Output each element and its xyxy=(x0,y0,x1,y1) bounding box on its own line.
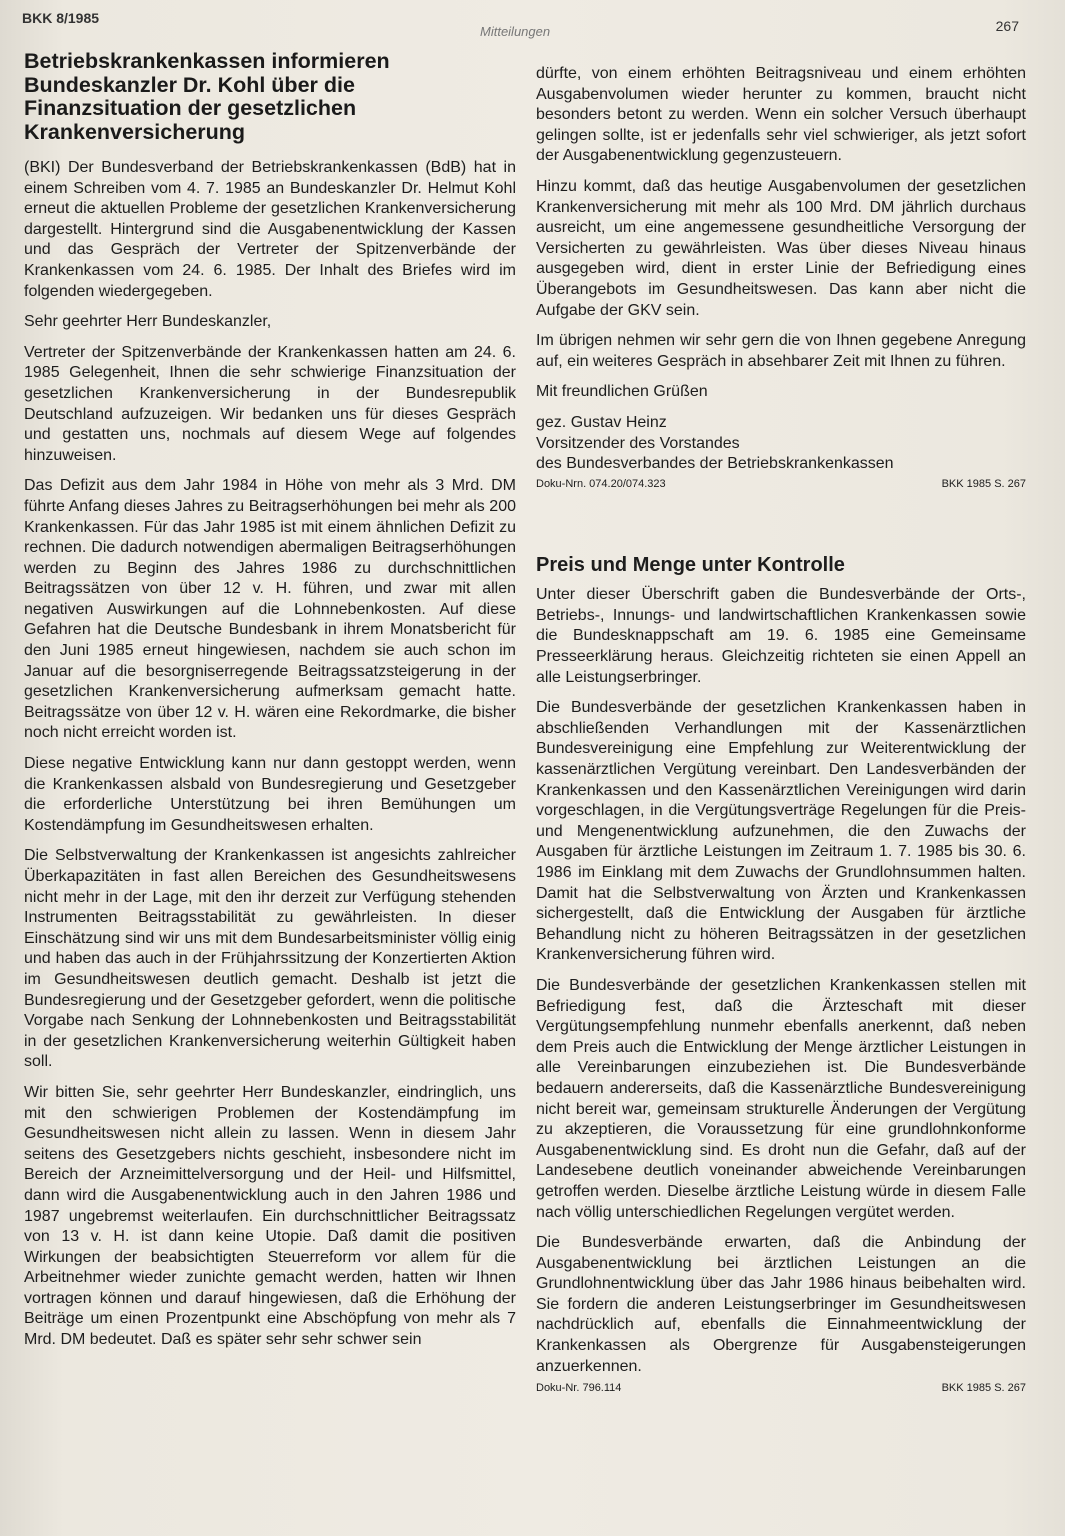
letter-salutation: Sehr geehrter Herr Bundeskanzler, xyxy=(24,313,272,331)
letter-paragraph: Diese negative Entwicklung kann nur dann gestoppt werden, wenn die Krankenkassen alsbald von Bundesregierung und Gesetzgeber die erforderliche Unterstützung bei ihren Bemühungen um Kostendämpfung im Gesundheitswesen erhalten. xyxy=(24,755,516,834)
article2-paragraph: Unter dieser Überschrift gaben die Bundesverbände der Orts-, Betriebs-, Innungs- und landwirtschaftlichen Krankenkassen sowie die Bundesknappschaft am 19. 6. 1985 eine Gemeinsame Presseerklärung heraus. Gleichzeitig richteten sie einen Appell an alle Leistungserbringer. xyxy=(536,586,1026,686)
section-title: Mitteilungen xyxy=(480,24,551,39)
article1-reference xyxy=(536,477,1026,491)
letter-paragraph: Hinzu kommt, daß das heutige Ausgabenvolumen der gesetzlichen Krankenversicherung mit mehr als 100 Mrd. DM jährlich durchaus ausreicht, um eine angemessene gesundheitliche Versorgung der Versicherten zu gewährleisten. Was über dieses Niveau hinaus ausgegeben wird, dient in erster Linie der Befriedigung eines Überangebots im Gesundheitswesen. Das kann aber nicht die Aufgabe der GKV sein. xyxy=(536,177,1026,319)
signature-line: gez. Gustav Heinz xyxy=(536,413,667,431)
article2-title: Preis und Menge unter Kontrolle xyxy=(536,553,845,576)
page-number: 267 xyxy=(995,18,1019,34)
signature-block xyxy=(536,413,1026,475)
article2-reference xyxy=(536,1381,1026,1395)
letter-paragraph: Die Selbstverwaltung der Krankenkassen ist angesichts zahlreicher Überkapazitäten in fast allen Bereichen des Gesundheitswesens nicht mehr in der Lage, mit den ihr derzeit zur Verfügung stehenden Instrumenten Beitragsstabilität zu gewährleisten. In dieser Einschätzung sind wir uns mit dem Bundesarbeitsminister völlig einig und haben das auch in der Frühjahrssitzung der Konzertierten Aktion im Gesundheitswesen deutlich gemacht. Deshalb ist jetzt die Bundesregierung und der Gesetzgeber gefordert, wenn die politische Vorgabe nach Senkung der Lohnnebenkosten und Beitragsstabilität in der gesetzlichen Krankenversicherung weiterhin Gültigkeit haben soll. xyxy=(24,847,516,1071)
left-column xyxy=(24,50,516,1361)
right-column xyxy=(536,64,1026,1395)
letter-paragraph: Vertreter der Spitzenverbände der Krankenkassen hatten am 24. 6. 1985 Gelegenheit, Ihnen die sehr schwierige Finanzsituation der gesetzlichen Krankenversicherung in der Bundesrepublik Deutschland aufzuzeigen. Wir bedanken uns für dieses Gespräch und gestatten uns, nochmals auf diesem Wege auf folgendes hinzuweisen. xyxy=(24,343,516,464)
journal-issue: BKK 8/1985 xyxy=(22,10,100,26)
letter-paragraph: dürfte, von einem erhöhten Beitragsniveau und einem erhöhten Ausgabenvolumen wieder herunter zu kommen, braucht nicht besonders betont zu werden. Wenn ein solcher Versuch überhaupt gelingen sollte, ist er jedenfalls sehr viel schwieriger, als jetzt sofort der Ausgabenentwicklung gegenzusteuern. xyxy=(536,65,1026,165)
doku-number: Doku-Nrn. 074.20/074.323 xyxy=(536,477,666,490)
letter-closing: Mit freundlichen Grüßen xyxy=(536,383,708,401)
signature-line: des Bundesverbandes der Betriebskrankenkassen xyxy=(536,455,894,473)
letter-paragraph: Das Defizit aus dem Jahr 1984 in Höhe von mehr als 3 Mrd. DM führte Anfang dieses Jahres zu Beitragserhöhungen bei mehr als 200 Krankenkassen. Für das Jahr 1985 ist mit einem ähnlichen Defizit zu rechnen. Die dadurch notwendigen abermaligen Beitragserhöhungen werden zu Beginn des Jahres 1986 zu durchschnittlichen Beitragssätzen von über 12 v. H. führen, und zwar mit allen negativen Auswirkungen auf die Lohnnebenkosten. Auf diese Gefahren hat die Deutsche Bundesbank in ihrem Monatsbericht für den Juni 1985 erneut hingewiesen, nachdem sie auch schon im Januar auf die besorgniserregende Beitragssatzsteigerung in der gesetzlichen Krankenversicherung aufmerksam gemacht hatte. Beitragssätze von über 12 v. H. wären eine Rekordmarke, die bisher noch nicht erreicht worden ist. xyxy=(24,477,516,742)
signature-line: Vorsitzender des Vorstandes xyxy=(536,434,740,452)
doku-number: Doku-Nr. 796.114 xyxy=(536,1382,622,1395)
source-reference: BKK 1985 S. 267 xyxy=(941,477,1026,490)
letter-paragraph: Wir bitten Sie, sehr geehrter Herr Bundeskanzler, eindringlich, uns mit den schwierigen Problemen der Kostendämpfung im Gesundheitswesen nicht allein zu lassen. Wenn in diesem Jahr seitens des Gesetzgebers nichts geschieht, insbesondere nicht im Bereich der Arzneimittelversorgung und der Heil- und Hilfsmittel, dann wird die Ausgabenentwicklung auch in den Jahren 1986 und 1987 ungebremst weiterlaufen. Ein durchschnittlicher Beitragssatz von 13 v. H. ist dann keine Utopie. Daß damit die positiven Wirkungen der beabsichtigten Steuerreform vor allem für die Arbeitnehmer wieder zunichte gemacht werden, hatten wir Ihnen vortragen können und darauf hingewiesen, daß die Erhöhung der Beiträge um einen Prozentpunkt eine Abschöpfung von mehr als 7 Mrd. DM bedeutet. Daß es später sehr sehr schwer sein xyxy=(24,1083,516,1349)
source-reference: BKK 1985 S. 267 xyxy=(941,1382,1026,1395)
article2-paragraph: Die Bundesverbände erwarten, daß die Anbindung der Ausgabenentwicklung bei ärztlichen Leistungen an die Grundlohnentwicklung über das Jahr 1986 hinaus beibehalten wird. Sie fordern die anderen Leistungserbringer im Gesundheitswesen nachdrücklich auf, ebenfalls die Einnahmeentwicklung der Krankenkassen als Obergrenze für Ausgabensteigerungen anzuerkennen. xyxy=(536,1234,1026,1375)
article2-paragraph: Die Bundesverbände der gesetzlichen Krankenkassen stellen mit Befriedigung fest, daß die Ärzteschaft mit dieser Vergütungsempfehlung nunmehr ebenfalls anerkennt, daß neben dem Preis auch die Entwicklung der Menge ärztlicher Leistungen in alle Vereinbarungen einzubeziehen ist. Die Bundesverbände bedauern andererseits, daß die Kassenärztliche Bundesvereinigung nicht bereit war, gemeinsam strukturelle Änderungen der Vergütung zu akzeptieren, die Voraussetzung für eine grundlohnkonforme Ausgabenentwicklung sind. Es droht nun die Gefahr, daß auf der Landesebene deutlich voneinander abweichende Vereinbarungen getroffen werden. Dieselbe ärztliche Leistung würde in diesem Falle nach völlig unterschiedlichen Regelungen vergütet werden. xyxy=(536,976,1026,1221)
article1-intro: (BKI) Der Bundesverband der Betriebskrankenkassen (BdB) hat in einem Schreiben vom 4. 7. 1985 an Bundeskanzler Dr. Helmut Kohl erneut die aktuellen Probleme der gesetzlichen Krankenversicherung dargestellt. Hintergrund sind die Ausgabenentwicklung der Kassen und das Gespräch der Vertreter der Spitzenverbände der Krankenkassen vom 24. 6. 1985. Der Inhalt des Briefes wird im folgenden wiedergegeben. xyxy=(24,159,516,300)
letter-paragraph: Im übrigen nehmen wir sehr gern die von Ihnen gegebene Anregung auf, ein weiteres Gespräch in absehbarer Zeit mit Ihnen zu führen. xyxy=(536,332,1026,370)
article1-title: Betriebskrankenkassen informieren Bundeskanzler Dr. Kohl über die Finanzsituation der gesetzlichen Krankenversicherung xyxy=(24,49,390,144)
article2-paragraph: Die Bundesverbände der gesetzlichen Krankenkassen haben in abschließenden Verhandlungen mit der Kassenärztlichen Bundesvereinigung eine Empfehlung zur Weiterentwicklung der kassenärztlichen Vergütung vereinbart. Den Landesverbänden der Krankenkassen und den Kassenärztlichen Vereinigungen wird darin vorgeschlagen, in die Vergütungsverträge Regelungen für die Preis- und Mengenentwicklung aufzunehmen, die den Zuwachs der Ausgaben für ärztliche Leistungen im Zeitraum 1. 7. 1985 bis 30. 6. 1986 im Einklang mit dem Zuwachs der Grundlohnsummen halten. Damit hat die Selbstverwaltung von Ärzten und Krankenkassen sichergestellt, daß die Entwicklung der Ausgaben für ärztliche Behandlung nicht zu höheren Beitragssätzen in der gesetzlichen Krankenversicherung führen wird. xyxy=(536,699,1026,964)
